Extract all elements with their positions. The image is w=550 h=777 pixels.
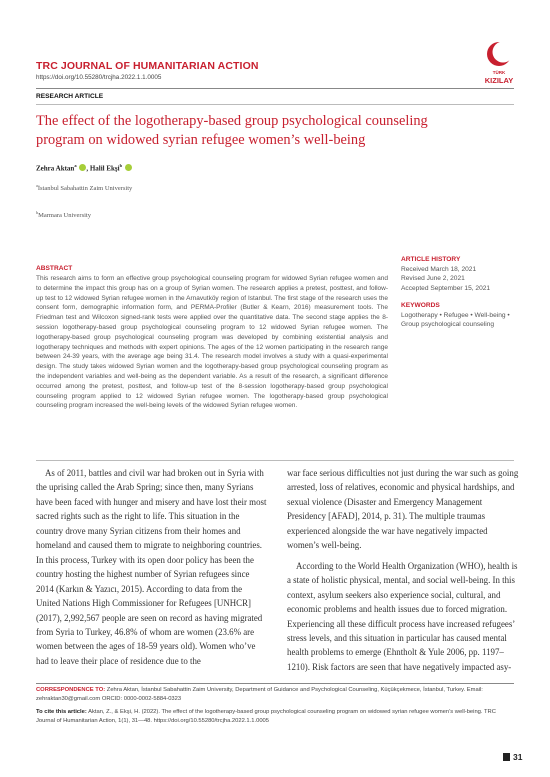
keywords-heading: KEYWORDS — [401, 302, 440, 309]
keywords-text: Logotherapy • Refugee • Well-being • Group psychological counseling — [401, 311, 510, 328]
logo-bottom-text: KIZILAY — [484, 76, 514, 85]
body-paragraph: According to the World Health Organization (WHO), health is a state of holistic physical, mental, and social well-being. In this context, asylum seekers also experience social, cultural, and economic problems and health issues due to forced migration. Experiencing all these difficult process have increased refugees’ stress levels, and this situation in particular has caused mental health problems to emerge (Ehntholt & Yule 2006, pp. 1197–1210). Risk factors are seen that have negatively impacted asy- — [287, 560, 518, 672]
affiliation-mark: a — [36, 183, 38, 188]
page-marker-icon — [503, 753, 510, 761]
orcid-icon[interactable] — [79, 164, 86, 171]
article-type-label: RESEARCH ARTICLE — [36, 93, 104, 100]
citation-text: Aktan, Z., & Ekşi, H. (2022). The effect of the logotherapy-based group psychological counseling program on widowed syrian refugee women’s well-being. TRC Journal of Humanitarian Action, 1(1), 31—48. https://doi.org/10.55280/trcjha.2022.1.1.0005 — [36, 709, 496, 725]
body-column-left — [36, 466, 268, 668]
author-list: Zehra Aktan$^a$ , Halil Ekşi$^b$ — [36, 163, 132, 172]
keywords — [401, 301, 521, 330]
body-column-right — [287, 466, 519, 674]
body-paragraph: war face serious difficulties not just during the war such as going arrested, loss of relatives, economic and physical hardships, and sexual violence (Disaster and Emergency Management Presidency [AFAD], 2014, p. 31). The multiple traumas experienced alongside the war have negatively impacted women’s well-being. — [287, 468, 519, 551]
journal-title: TRC JOURNAL OF HUMANITARIAN ACTION — [36, 60, 259, 72]
header-divider — [36, 88, 514, 89]
article-history-heading: ARTICLE HISTORY — [401, 256, 461, 263]
revised-date: Revised June 2, 2021 — [401, 275, 465, 282]
citation-label: To cite this article: — [36, 709, 87, 715]
turk-kizilay-logo — [478, 41, 520, 87]
paper-title-line-2: program on widowed syrian refugee women’s well-being — [36, 131, 366, 148]
orcid-icon[interactable] — [125, 164, 132, 171]
affiliation-text: Marmara University — [38, 212, 91, 220]
correspondence-text: Zehra Aktan, İstanbul Sabahattin Zaim University, Department of Guidance and Psychological Counseling, Küçükçekmece, İstanbul, Turkey. Email: zehraktan30@gmail.com ORCID: 0000-0002-5884-0323 — [36, 687, 483, 703]
page-number: 31 — [513, 752, 523, 762]
author-name: Zehra Aktan — [36, 164, 75, 173]
affiliation-mark: b — [36, 210, 39, 215]
type-divider — [36, 104, 514, 105]
abstract-text: This research aims to form an effective group psychological counseling program for widowed Syrian refugee women and to determine the impact this group has on a group of Syrian women. The research applies a pretest, posttest, and follow-up test to 12 widowed Syrian refugee women in the Arnavutköy region of Istanbul. The first stage of the research uses the consent form, demographic information form, and PERMA-Profiler (Butler & Kearn, 2016) measurement tools. The Friedman test and Wilcoxon signed-rank tests were applied over the quantitative data. The second stage applies the 8-session logotherapy-based group psychological counseling program to 12 widowed Syrian refugee women. The logotherapy-based group psychological counseling program was developed by combining existential analysis and logotherapy techniques and methods with expert opinions. The ages of the 12 women participating in the research range between 24-39 years, with the average age being 31.4. The research model involves a study with a quasi-experimental design. The study takes widowed Syrian women and the logotherapy-based group psychological counseling program as the independent variables and well-being as the dependent variable. As a result of the research, a significant difference occurred among the pretest, posttest, and follow-up test of the 8-session logotherapy-based group psychological counseling program applied to 12 widowed Syrian refugee women. The logotherapy-based group psychological counseling program increased the well-being levels of the widowed Syrian refugee women. — [36, 275, 388, 410]
crescent-icon — [478, 41, 520, 69]
paper-title-line-1: The effect of the logotherapy-based group psychological counseling — [36, 113, 428, 129]
logo-top-text: TÜRK — [492, 70, 506, 75]
correspondence-label: CORRESPONDENCE TO: — [36, 687, 106, 693]
affiliation-text: İstanbul Sabahattin Zaim University — [37, 185, 133, 193]
paper-title — [36, 112, 506, 149]
citation-note — [36, 708, 514, 727]
abstract-heading: ABSTRACT — [36, 265, 73, 272]
body-paragraph: As of 2011, battles and civil war had broken out in Syria with the uprising called the Arab Spring; since then, many Syrians have been faced with hunger and misery and have lost their most sacred rights such as the right to life. This situation in the country drove many Syrian citizens from their homes and homeland and caused them to migrate to neighboring countries. In this process, Turkey with its open door policy has been the country hosting the highest number of Syrian refugees since 2014 (Karkın & Yazıcı, 2015). According to data from the United Nations High Commissioner for Refugees [UNHCR] (2017), 2,992,567 people are seen on record as having migrated from Syria to Turkey, 46.8% of whom are women (23.6% are women between the ages of 18-59 years old). Women who’ve had to leave their place of residence due to the — [36, 468, 267, 666]
affiliation-mark: b — [119, 163, 123, 168]
author-name: Halil Ekşi — [89, 164, 120, 173]
received-date: Received March 18, 2021 — [401, 265, 477, 273]
affiliation — [36, 210, 91, 219]
correspondence-note — [36, 686, 514, 705]
affiliation — [36, 183, 132, 192]
affiliation-mark: a — [74, 163, 77, 168]
article-history — [401, 255, 521, 293]
accepted-date: Accepted September 15, 2021 — [401, 284, 491, 292]
journal-doi-link[interactable]: https://doi.org/10.55280/trcjha.2022.1.1.0005 — [36, 74, 162, 81]
abstract-divider — [36, 460, 514, 461]
footer-divider — [36, 683, 514, 684]
